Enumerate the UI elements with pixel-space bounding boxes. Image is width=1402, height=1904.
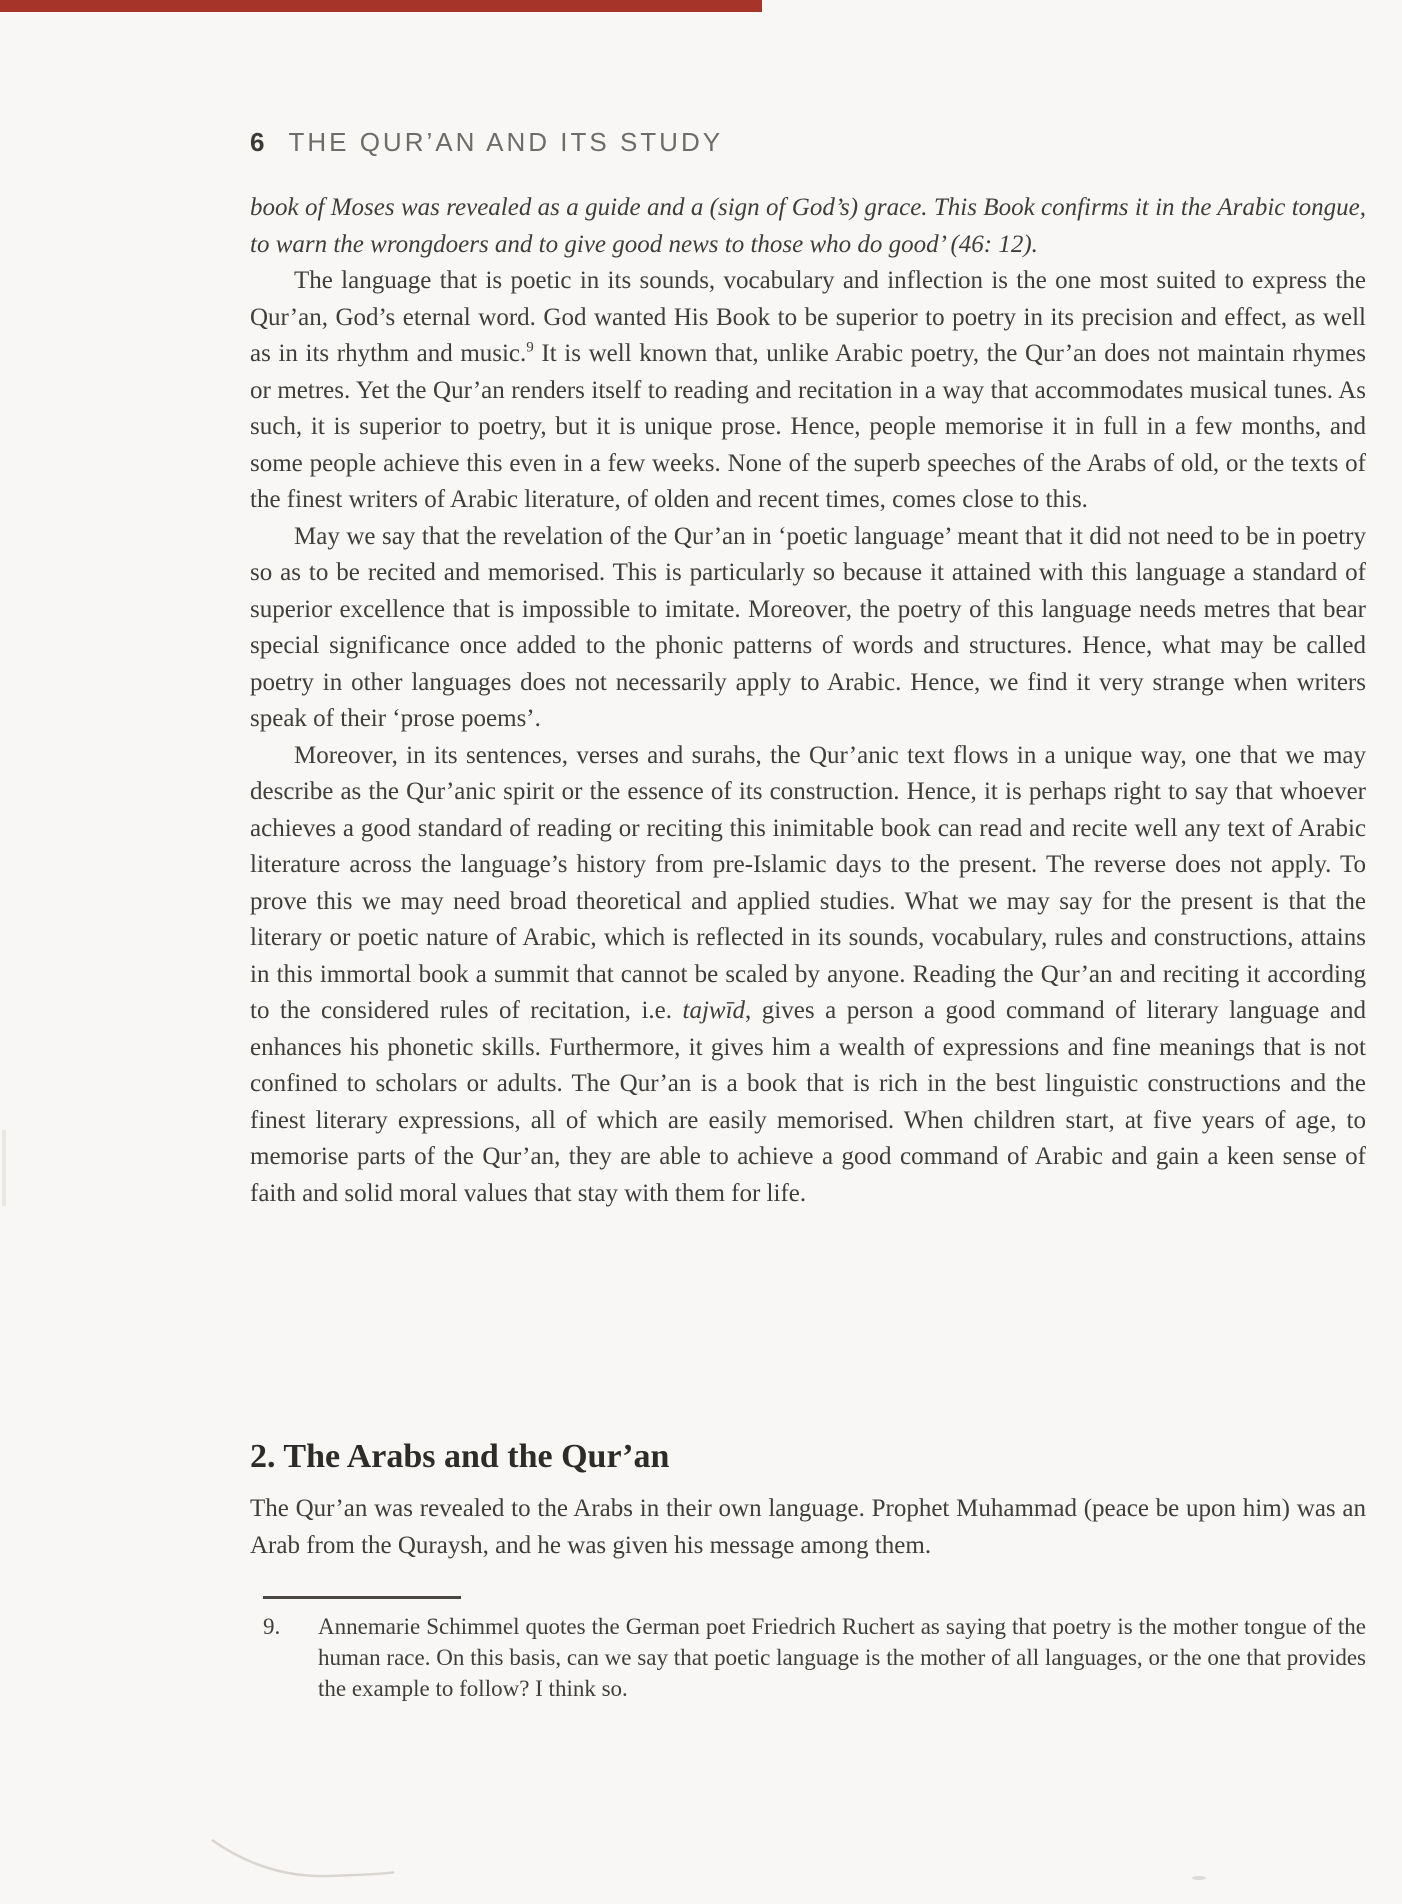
footnote-number: 9. [263,1614,281,1639]
smudge-artifact-left [208,1832,398,1891]
paragraph-poetic-language: May we say that the revelation of the Qur’an in ‘poetic language’ meant that it did not need to be in poetry so as to be recited and memorised. This is particularly so because it attained with this language a standard of superior excellence that is impossible to imitate. Moreover, the poetry of this language needs metres that bear special significance once added to the phonic patterns of words and structures. Hence, what may be called poetry in other languages does not necessarily apply to Arabic. Hence, we find it very strange when writers speak of their ‘prose poems’. [250,522,1366,732]
paragraph-poetic-sounds [250,263,1366,519]
running-head [250,127,723,158]
section-arabs-and-quran [250,1438,1366,1564]
paragraph-quranic-flow-text: Moreover, in its sentences, verses and surahs, the Qur’anic text flows in a unique way, one that we may describe as the Qur’anic spirit or the essence of its construction. Hence, it is perhaps right to say that whoever achieves a good standard of reading or reciting this inimitable book can read and recite well any text of Arabic literature across the language’s history from pre-Islamic days to the present. The reverse does not apply. To prove this we may need broad theoretical and applied studies. What we may say for the present is that the literary or poetic nature of Arabic, which is reflected in its sounds, vocabulary, rules and constructions, attains in this immortal book a summit that cannot be scaled by anyone. Reading the Qur’an and reciting it according to the considered rules of recitation, i.e. [250,741,1366,1024]
section-heading: 2. The Arabs and the Qur’an [250,1438,670,1475]
smudge-artifact-right [1192,1876,1206,1880]
footnote-rule [263,1596,461,1599]
scan-artifact-red-bar [0,0,762,12]
paragraph-quranic-flow [250,738,1366,1213]
body-column [250,190,1366,1212]
edge-artifact [2,1130,6,1206]
footnote-reference-superscript: 9 [526,339,534,356]
running-title: THE QUR’AN AND ITS STUDY [288,127,724,157]
intro-quote-paragraph: book of Moses was revealed as a guide and a (sign of God’s) grace. This Book confirms it in the Arabic tongue, to warn the wrongdoers and to give good news to those who do good’ (46: 12). [250,194,1366,258]
smudge-stroke [208,1832,398,1886]
footnote-text: Annemarie Schimmel quotes the German poet Friedrich Ruchert as saying that poetry is the mother tongue of the human race. On this basis, can we say that poetic language is the mother of all languages, or the one that provides the example to follow? I think so. [318,1614,1366,1701]
term-tajwid-italic: tajwīd [682,997,746,1024]
footnote-block [250,1596,1366,1704]
paragraph-quranic-flow-continued: , gives a person a good command of literary language and enhances his phonetic skills. Furthermore, it gives him a wealth of expressions and fine meanings that is not confined to scholars or adults. The Qur’an is a book that is rich in the best linguistic constructions and the finest literary expressions, all of which are easily memorised. When children start, at five years of age, to memorise parts of the Qur’an, they are able to achieve a good command of Arabic and gain a keen sense of faith and solid moral values that stay with them for life. [250,997,1366,1207]
paragraph-poetic-sounds-text: The language that is poetic in its sounds, vocabulary and inflection is the one most suited to express the Qur’an, God’s eternal word. God wanted His Book to be superior to poetry in its precision and effect, as well as in its rhythm and music. [250,267,1366,367]
page-number: 6 [250,127,265,157]
paragraph-poetic-sounds-continued: It is well known that, unlike Arabic poetry, the Qur’an does not maintain rhymes or metres. Yet the Qur’an renders itself to reading and recitation in a way that accommodates musical tunes. As such, it is superior to poetry, but it is unique prose. Hence, people memorise it in full in a few months, and some people achieve this even in a few weeks. None of the superb speeches of the Arabs of old, or the texts of the finest writers of Arabic literature, of olden and recent times, comes close to this. [250,340,1366,513]
section-paragraph: The Qur’an was revealed to the Arabs in their own language. Prophet Muhammad (peace be upon him) was an Arab from the Quraysh, and he was given his message among them. [250,1495,1366,1559]
